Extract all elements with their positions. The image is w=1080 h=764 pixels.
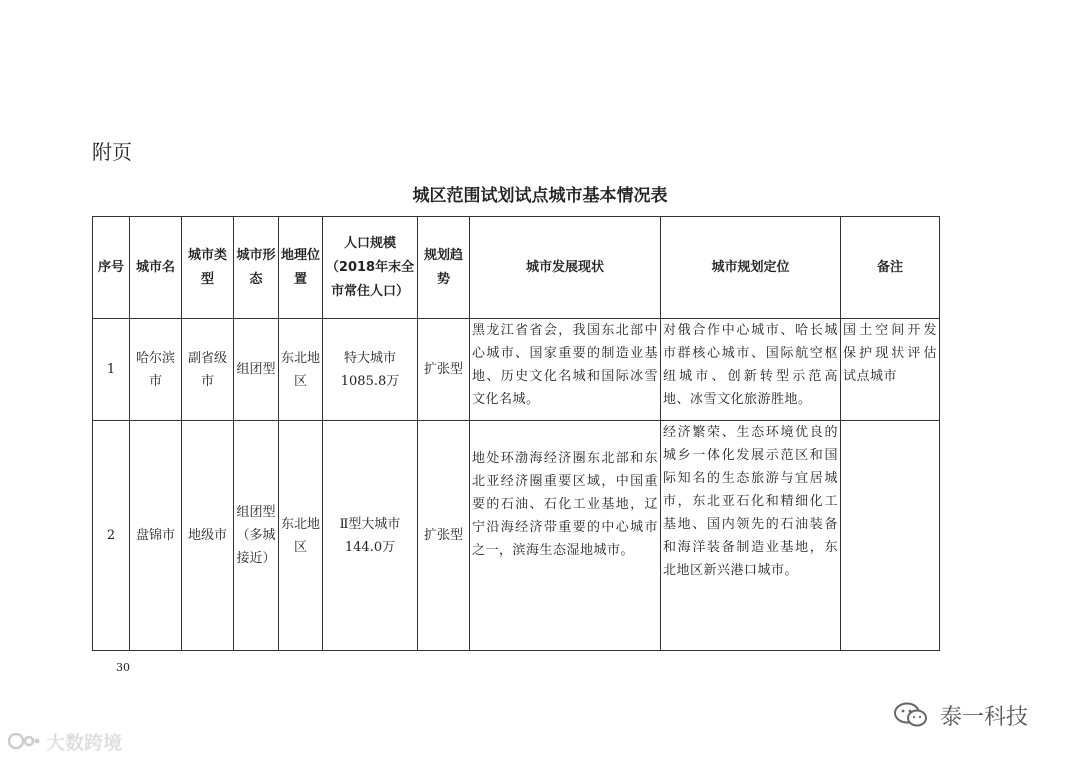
watermark-left-text: 大数跨境 — [46, 732, 123, 754]
cell-population: Ⅱ型大城市 144.0万 — [323, 421, 418, 651]
cell-status: 地处环渤海经济圈东北部和东北亚经济圈重要区域，中国重要的石油、石化工业基地，辽宁沿海经济带重要的中心城市之一，滨海生态湿地城市。 — [470, 421, 661, 651]
table-row — [93, 421, 940, 651]
header-status: 城市发展现状 — [470, 217, 661, 319]
cell-city: 哈尔滨市 — [130, 319, 182, 421]
watermark-left — [8, 728, 122, 755]
header-location: 地理位置 — [279, 217, 323, 319]
cell-note — [841, 421, 940, 651]
header-trend: 规划趋势 — [418, 217, 470, 319]
brand-logo-icon — [8, 729, 40, 753]
header-form: 城市形态 — [234, 217, 279, 319]
cell-positioning: 对俄合作中心城市、哈长城市群核心城市、国际航空枢纽城市、创新转型示范高地、冰雪文化旅游胜地。 — [661, 319, 841, 421]
cell-location: 东北地区 — [279, 319, 323, 421]
cell-positioning: 经济繁荣、生态环境优良的城乡一体化发展示范区和国际知名的生态旅游与宜居城市，东北亚石化和精细化工基地、国内领先的石油装备和海洋装备制造业基地，东北地区新兴港口城市。 — [661, 421, 841, 651]
cell-form: 组团型 — [234, 319, 279, 421]
watermark-right — [893, 700, 1028, 731]
header-population: 人口规模（2018年末全市常住人口） — [323, 217, 418, 319]
cell-trend: 扩张型 — [418, 421, 470, 651]
wechat-icon — [893, 701, 929, 729]
cell-type: 副省级市 — [182, 319, 234, 421]
cell-note: 国土空间开发保护现状评估试点城市 — [841, 319, 940, 421]
cell-form: 组团型（多城接近） — [234, 421, 279, 651]
pilot-cities-table — [92, 216, 940, 651]
page-number: 30 — [116, 661, 130, 674]
cell-status: 黑龙江省省会，我国东北部中心城市、国家重要的制造业基地、历史文化名城和国际冰雪文化名城。 — [470, 319, 661, 421]
cell-location: 东北地区 — [279, 421, 323, 651]
header-no: 序号 — [93, 217, 130, 319]
table-title: 城区范围试划试点城市基本情况表 — [412, 186, 668, 206]
cell-no: 2 — [93, 421, 130, 651]
cell-type: 地级市 — [182, 421, 234, 651]
cell-trend: 扩张型 — [418, 319, 470, 421]
header-note: 备注 — [841, 217, 940, 319]
header-type: 城市类型 — [182, 217, 234, 319]
watermark-right-text: 泰一科技 — [940, 705, 1029, 730]
cell-city: 盘锦市 — [130, 421, 182, 651]
cell-population: 特大城市 1085.8万 — [323, 319, 418, 421]
cell-no: 1 — [93, 319, 130, 421]
header-city: 城市名 — [130, 217, 182, 319]
header-positioning: 城市规划定位 — [661, 217, 841, 319]
table-row — [93, 319, 940, 421]
appendix-label: 附页 — [92, 140, 132, 164]
